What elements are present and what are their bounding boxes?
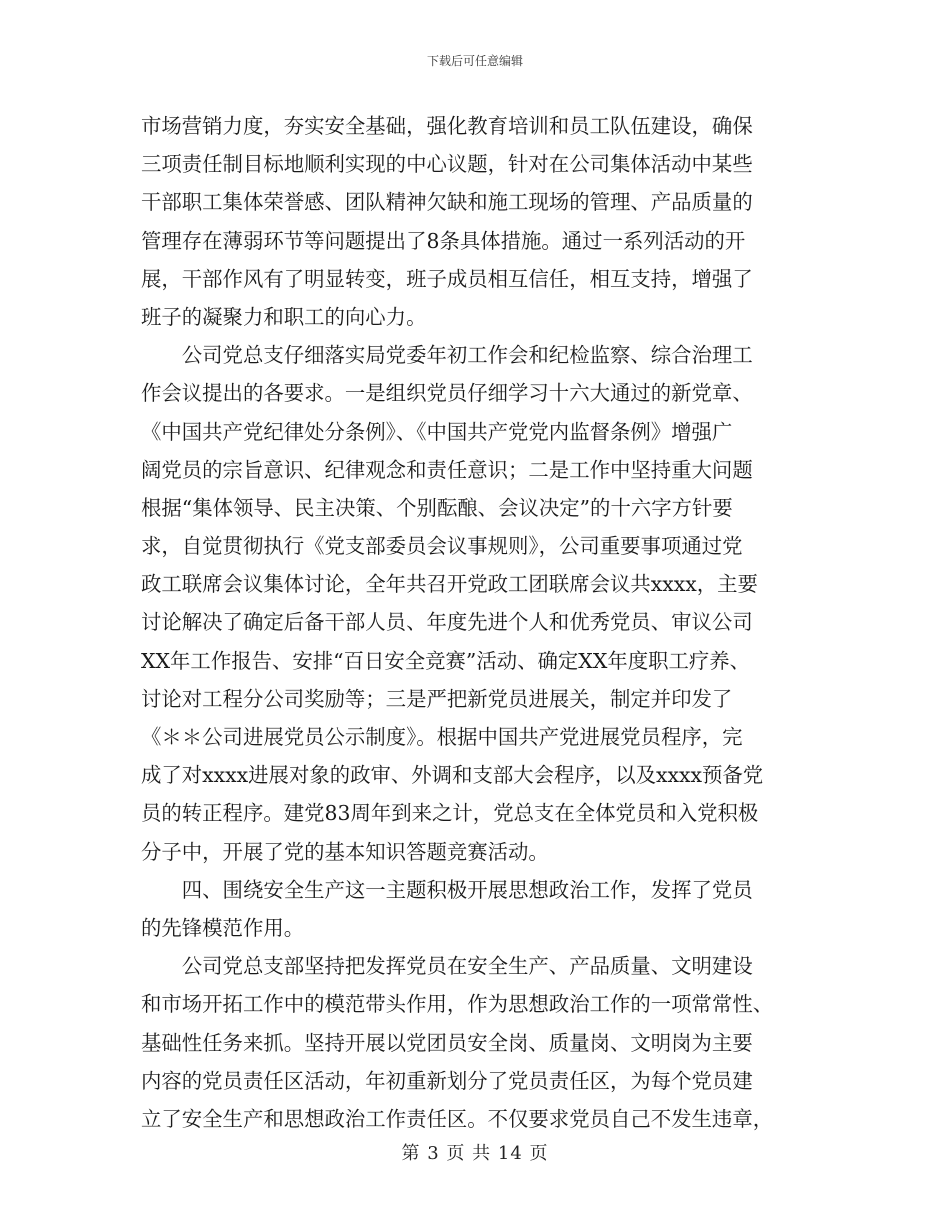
text-line: 班子的凝聚力和职工的向心力。: [141, 304, 427, 329]
text-line: 求，自觉贯彻执行《党支部委员会议事规则》，公司重要事项通过党: [141, 534, 743, 559]
text-line: 作会议提出的各要求。一是组织党员仔细学习十六大通过的新党章、: [141, 381, 753, 406]
text-line: 分子中，开展了党的基本知识答题竞赛活动。: [141, 839, 549, 864]
text-line: 展，干部作风有了明显转变，班子成员相互信任，相互支持，增强了: [141, 266, 753, 291]
text-line: 讨论解决了确定后备干部人员、年度先进个人和优秀党员、审议公司: [141, 610, 753, 635]
text-line: 《中国共产党纪律处分条例》、《中国共产党党内监督条例》增强广: [141, 419, 733, 444]
text-line: 员的转正程序。建党83周年到来之计，党总支在全体党员和入党积极: [141, 801, 759, 826]
text-line: 三项责任制目标地顺利实现的中心议题，针对在公司集体活动中某些: [141, 152, 753, 177]
text-line: 公司党总支仔细落实局党委年初工作会和纪检监察、综合治理工: [141, 343, 753, 368]
text-line: 成了对xxxx进展对象的政审、外调和支部大会程序，以及xxxx预备党: [141, 763, 764, 788]
footer-suffix: 页: [529, 1143, 549, 1164]
text-line: 内容的党员责任区活动，年初重新划分了党员责任区，为每个党员建: [141, 1068, 753, 1093]
text-line: 阔党员的宗旨意识、纪律观念和责任意识；二是工作中坚持重大问题: [141, 457, 753, 482]
document-body: [141, 107, 813, 1138]
text-line: 公司党总支部坚持把发挥党员在安全生产、产品质量、文明建设: [141, 954, 753, 979]
text-line: 四、围绕安全生产这一主题积极开展思想政治工作，发挥了党员: [141, 877, 753, 902]
text-line: 市场营销力度，夯实安全基础，强化教育培训和员工队伍建设，确保: [141, 114, 753, 138]
text-line: XX年工作报告、安排“百日安全竞赛”活动、确定XX年度职工疗养、: [141, 648, 751, 673]
text-line: 基础性任务来抓。坚持开展以党团员安全岗、质量岗、文明岗为主要: [141, 1030, 753, 1055]
page-header: 下载后可任意编辑: [426, 54, 523, 68]
text-line: 管理存在薄弱环节等问题提出了8条具体措施。通过一系列活动的开: [141, 228, 746, 253]
text-line: 干部职工集体荣誉感、团队精神欠缺和施工现场的管理、产品质量的: [141, 190, 753, 215]
page-footer: [0, 1139, 950, 1165]
text-line: 讨论对工程分公司奖励等；三是严把新党员进展关，制定并印发了: [141, 686, 733, 711]
text-line: 立了安全生产和思想政治工作责任区。不仅要求党员自己不发生违章，: [141, 1106, 774, 1131]
text-line: 《＊＊公司进展党员公示制度》。根据中国共产党进展党员程序，完: [141, 725, 743, 749]
footer-prefix: 第: [401, 1143, 421, 1164]
text-line: 和市场开拓工作中的模范带头作用，作为思想政治工作的一项常常性、: [141, 992, 774, 1017]
total-page-count: 14: [497, 1143, 523, 1164]
text-line: 政工联席会议集体讨论，全年共召开党政工团联席会议共xxxx，主要: [141, 572, 758, 597]
text-line: 根据“集体领导、民主决策、个别酝酿、会议决定”的十六字方针要: [141, 495, 733, 520]
footer-middle: 页 共: [446, 1143, 492, 1164]
text-line: 的先锋模范作用。: [141, 915, 305, 940]
current-page-number: 3: [427, 1143, 440, 1164]
